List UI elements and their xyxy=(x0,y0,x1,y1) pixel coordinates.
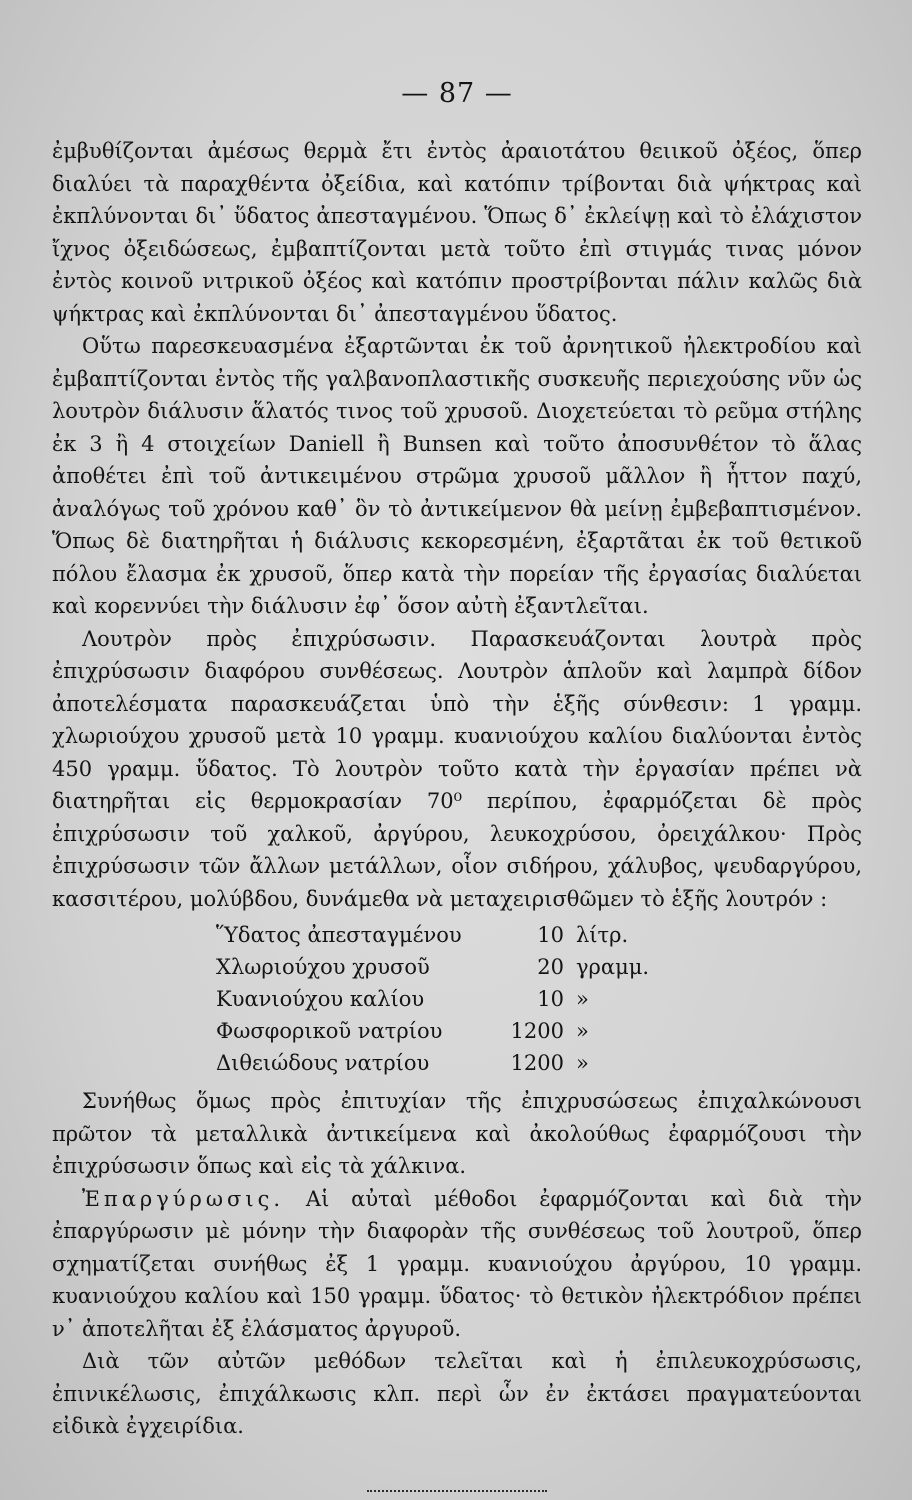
recipe-row xyxy=(216,919,686,951)
paragraph-3: Λουτρὸν πρὸς ἐπιχρύσωσιν. Παρασκευάζονται λουτρὰ πρὸς ἐπιχρύσωσιν διαφόρου συνθέσεως. Λουτρὸν ἁπλοῦν καὶ λαμπρὰ δίδον ἀποτελέσματα παρασκευάζεται ὑπὸ τὴν ἑξῆς σύνθεσιν: 1 γραμμ. χλωριούχου χρυσοῦ μετὰ 10 γραμμ. κυανιούχου καλίου διαλύονται ἐντὸς 450 γραμμ. ὕδατος. Τὸ λουτρὸν τοῦτο κατὰ τὴν ἐργασίαν πρέπει νὰ διατηρῆται εἰς θερμοκρασίαν 70⁰ περίπου, ἐφαρμόζεται δὲ πρὸς ἐπιχρύσωσιν τοῦ χαλκοῦ, ἀργύρου, λευκοχρύσου, ὀρειχάλκου· Πρὸς ἐπιχρύσωσιν τῶν ἄλλων μετάλλων, οἷον σιδήρου, χάλυβος, ψευδαργύρου, κασσιτέρου, μολύβδου, δυνάμεθα νὰ μεταχειρισθῶμεν τὸ ἑξῆς λουτρόν : xyxy=(52,626,862,911)
recipe-quantity: 20 xyxy=(537,955,564,979)
recipe-unit: λίτρ. xyxy=(576,923,629,947)
recipe-row xyxy=(216,983,686,1015)
recipe-ingredient: Ὕδατος ἀπεσταγμένου xyxy=(216,923,462,947)
paragraph-5-text: Αἱ αὐταὶ μέθοδοι ἐφαρμόζονται καὶ διὰ τὴν ἐπαργύρωσιν μὲ μόνην τὴν διαφορὰν τῆς συνθέσεως τοῦ λουτροῦ, ὅπερ σχηματίζεται συνήθως ἐξ 1 γραμμ. κυανιούχου ἀργύρου, 10 γραμμ. κυανιούχου καλίου καὶ 150 γραμμ. ὕδατος· τὸ θετικὸν ἠλεκτρόδιον πρέπει ν᾽ ἀποτελῆται ἐξ ἐλάσματος ἀργυροῦ. xyxy=(52,1186,862,1341)
recipe-quantity: 1200 xyxy=(510,1019,564,1043)
end-rule xyxy=(52,1477,862,1496)
page-number: — 87 — xyxy=(401,78,513,109)
recipe-ingredient: Κυανιούχου καλίου xyxy=(216,987,425,1011)
recipe-row xyxy=(216,1015,686,1047)
paragraph-5 xyxy=(52,1183,862,1346)
recipe-unit: » xyxy=(576,1051,589,1075)
recipe-quantity: 10 xyxy=(537,987,564,1011)
recipe-unit: » xyxy=(576,1019,589,1043)
recipe-quantity: 10 xyxy=(537,923,564,947)
recipe-unit: γραμμ. xyxy=(576,955,650,979)
section-heading-silvering: Ἐπαργύρωσις. xyxy=(82,1186,285,1211)
recipe-row xyxy=(216,1047,686,1079)
recipe-quantity: 1200 xyxy=(510,1051,564,1075)
body-text xyxy=(52,135,862,1443)
paragraph-1: ἐμβυθίζονται ἀμέσως θερμὰ ἔτι ἐντὸς ἀραιοτάτου θειικοῦ ὀξέος, ὅπερ διαλύει τὰ παραχθέντα ὀξείδια, καὶ κατόπιν τρίβονται διὰ ψήκτρας καὶ ἐκπλύνονται δι᾽ ὕδατος ἀπεσταγμένου. Ὅπως δ᾽ ἐκλείψῃ καὶ τὸ ἐλάχιστον ἴχνος ὀξειδώσεως, ἐμβαπτίζονται μετὰ τοῦτο ἐπὶ στιγμάς τινας μόνον ἐντὸς κοινοῦ νιτρικοῦ ὀξέος καὶ κατόπιν προστρίβονται πάλιν καλῶς διὰ ψήκτρας καὶ ἐκπλύνονται δι᾽ ἀπεσταγμένου ὕδατος. xyxy=(52,139,862,326)
paragraph-4: Συνήθως ὅμως πρὸς ἐπιτυχίαν τῆς ἐπιχρυσώσεως ἐπιχαλκώνουσι πρῶτον τὰ μεταλλικὰ ἀντικείμενα καὶ ἀκολούθως ἐφαρμόζουσι τὴν ἐπιχρύσωσιν ὅπως καὶ εἰς τὰ χάλκινα. xyxy=(52,1089,862,1178)
recipe-unit: » xyxy=(576,987,589,1011)
recipe-ingredient: Χλωριούχου χρυσοῦ xyxy=(216,955,430,979)
recipe-ingredient: Διθειώδους νατρίου xyxy=(216,1051,430,1075)
paragraph-6: Διὰ τῶν αὐτῶν μεθόδων τελεῖται καὶ ἡ ἐπιλευκοχρύσωσις, ἐπινικέλωσις, ἐπιχάλκωσις κλπ. περὶ ὧν ἐν ἐκτάσει πραγματεύονται εἰδικὰ ἐγχειρίδια. xyxy=(52,1349,862,1438)
recipe-ingredient: Φωσφορικοῦ νατρίου xyxy=(216,1019,443,1043)
paragraph-2: Οὕτω παρεσκευασμένα ἐξαρτῶνται ἐκ τοῦ ἀρνητικοῦ ἠλεκτροδίου καὶ ἐμβαπτίζονται ἐντὸς τῆς γαλβανοπλαστικῆς συσκευῆς περιεχούσης νῦν ὡς λουτρὸν διάλυσιν ἅλατός τινος τοῦ χρυσοῦ. Διοχετεύεται τὸ ρεῦμα στήλης ἐκ 3 ἢ 4 στοιχείων Daniell ἢ Bunsen καὶ τοῦτο ἀποσυνθέτον τὸ ἅλας ἀποθέτει ἐπὶ τοῦ ἀντικειμένου στρῶμα χρυσοῦ μᾶλλον ἢ ἧττον παχύ, ἀναλόγως τοῦ χρόνου καθ᾽ ὃν τὸ ἀντικείμενον θὰ μείνῃ ἐμβεβαπτισμένον. Ὅπως δὲ διατηρῆται ἡ διάλυσις κεκορεσμένη, ἐξαρτᾶται ἐκ τοῦ θετικοῦ πόλου ἔλασμα ἐκ χρυσοῦ, ὅπερ κατὰ τὴν πορείαν τῆς ἐργασίας διαλύεται καὶ κορεννύει τὴν διάλυσιν ἐφ᾽ ὅσον αὐτὴ ἐξαντλεῖται. xyxy=(52,334,862,618)
recipe-row xyxy=(216,951,686,983)
recipe-table xyxy=(216,919,686,1079)
dotted-divider xyxy=(367,1490,547,1492)
